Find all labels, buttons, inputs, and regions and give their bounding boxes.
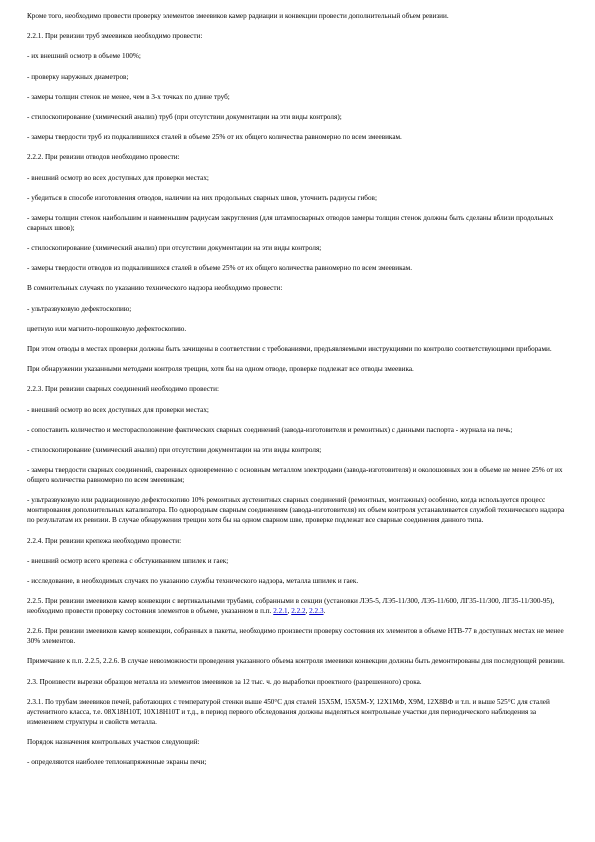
paragraph (27, 132, 567, 142)
text-segment: 2.2.1. При ревизии труб змеевиков необходимо провести: (27, 32, 203, 41)
document-body (27, 11, 567, 777)
paragraph (27, 344, 567, 354)
paragraph (27, 283, 567, 293)
text-segment: 2.2.4. При ревизии крепежа необходимо провести: (27, 536, 182, 545)
text-segment: В сомнительных случаях по указанию технического надзора необходимо провести: (27, 284, 283, 293)
paragraph (27, 263, 567, 273)
text-segment: - замеры твердости труб из подкалившихся сталей в объеме 25% от их общего количества равномерно по всем змеевикам. (27, 133, 402, 142)
text-segment: 2.3. Произвести вырезки образцов металла из элементов змеевиков за 12 тыс. ч. до выработки проектного (разрешенного) срока. (27, 677, 422, 686)
paragraph (27, 495, 567, 525)
paragraph (27, 364, 567, 374)
text-segment: - внешний осмотр во всех доступных для проверки местах; (27, 173, 209, 182)
section-link[interactable]: 2.2.3 (309, 607, 324, 616)
text-segment: . (323, 607, 326, 616)
text-segment: - проверку наружных диаметров; (27, 72, 129, 81)
paragraph (27, 445, 567, 455)
paragraph (27, 465, 567, 485)
text-segment: - внешний осмотр всего крепежа с обстукиванием шпилек и гаек; (27, 556, 229, 565)
text-segment: - убедиться в способе изготовления отводов, наличии на них продольных сварных швов, уточнить радиусы гибов; (27, 193, 377, 202)
text-segment: - замеры толщин стенок не менее, чем в 3-х точках по длине труб; (27, 92, 230, 101)
text-segment: 2.2.6. При ревизии змеевиков камер конвекции, собранных в пакеты, необходимо произвести проверку состояния их элементов в объеме НТВ-77 в доступных местах не менее 30% элементов. (27, 627, 564, 646)
paragraph (27, 737, 567, 747)
paragraph (27, 31, 567, 41)
text-segment: 2.2.3. При ревизии сварных соединений необходимо провести: (27, 385, 220, 394)
paragraph (27, 626, 567, 646)
text-segment: При обнаружении указанными методами контроля трещин, хотя бы на одном отводе, проверке подлежат все отводы змеевика. (27, 365, 414, 374)
text-segment: Порядок назначения контрольных участков следующий: (27, 738, 200, 746)
paragraph (27, 757, 567, 767)
text-segment: - внешний осмотр во всех доступных для проверки местах; (27, 405, 209, 414)
text-segment: 2.2.5. При ревизии змеевиков камер конвекции с вертикальными трубами, собранными в секции (установки ЛЭ5-5, ЛЭ5-11/300, ЛЭ5-11/600, ЛГ35-11/300, ЛГ35-11/300-95), необходимо провести проверку состояния элементов в объеме, указанном в п.п. (27, 597, 555, 616)
text-segment: цветную или магнито-порошковую дефектоскопию. (27, 324, 187, 333)
paragraph (27, 596, 567, 616)
paragraph (27, 304, 567, 314)
section-link[interactable]: 2.2.2 (291, 607, 306, 616)
paragraph (27, 112, 567, 122)
text-segment: - сопоставить количество и месторасположение фактических сварных соединений (завода-изготовителя и ремонтных) с данными паспорта - журнала на печь; (27, 425, 513, 434)
text-segment: - замеры толщин стенок наибольшим и наименьшим радиусам закругления (для штампосварных отводов замеры толщин стенок должны быть сделаны вблизи продольных сварных швов); (27, 213, 554, 232)
text-segment: 2.3.1. По трубам змеевиков печей, работающих с температурой стенки выше 450°С для сталей 15Х5М, 15Х5М-У, 12Х1МФ, Х9М, 12Х8ВФ и т.п. и выше 525°С для сталей аустенитного класса, т.е. 08Х18Н10Т, 10Х18Н10Т и т.д., в период первого обследования должны выделяться контрольные участки для периодического наблюдения за изменением структуры и свойств металла. (27, 697, 550, 726)
text-segment: 2.2.2. При ревизии отводов необходимо провести: (27, 153, 180, 162)
paragraph (27, 213, 567, 233)
text-segment: - стилоскопирование (химический анализ) при отсутствии документации на эти виды контроля; (27, 445, 322, 454)
paragraph (27, 576, 567, 586)
paragraph (27, 697, 567, 727)
paragraph (27, 51, 567, 61)
paragraph (27, 324, 567, 334)
text-segment: - замеры твердости отводов из подкалившихся сталей в объеме 25% от их общего количества равномерно по всем змеевикам. (27, 264, 412, 273)
text-segment: , (287, 607, 292, 616)
text-segment: - их внешний осмотр в объеме 100%; (27, 52, 141, 61)
text-segment: - замеры твердости сварных соединений, сваренных одновременно с основным металлом электродами (завода-изготовителя) и околошовных зон в объеме не менее 25% от их общего количества равномерно по всем змеевикам; (27, 466, 563, 485)
text-segment: При этом отводы в местах проверки должны быть зачищены в соответствии с требованиями, предъявляемыми инструкциями по контролю соответствующими приборами. (27, 345, 552, 353)
paragraph (27, 152, 567, 162)
text-segment: - ультразвуковую или радиационную дефектоскопию 10% ремонтных аустенитных сварных соединений (ремонтных, монтажных) особенно, когда используется процесс монтирования дополнительных катализатора. По однородным сварным соединениям (завода-изготовителя) их объем контроля устанавливается службой технического надзора по результатам их ревизии. В случае обнаружения трещин хотя бы на одном сварном шве, проверке подлежат все сварные соединения данного типа. (27, 496, 565, 525)
text-segment: Кроме того, необходимо провести проверку элементов змеевиков камер радиации и конвекции провести дополнительный объем ревизии. (27, 12, 449, 20)
text-segment: - стилоскопирование (химический анализ) при отсутствии документации на эти виды контроля; (27, 244, 322, 253)
paragraph (27, 173, 567, 183)
paragraph (27, 656, 567, 666)
text-segment: - ультразвуковую дефектоскопию; (27, 304, 132, 313)
text-segment: Примечание к п.п. 2.2.5, 2.2.6. В случае невозможности проведения указанного объема контроля змеевики конвекции должны быть демонтированы для последующей ревизии. (27, 657, 565, 666)
section-link[interactable]: 2.2.1 (273, 607, 288, 616)
text-segment: - стилоскопирование (химический анализ) труб (при отсутствии документации на эти виды контроля); (27, 112, 342, 121)
paragraph (27, 72, 567, 82)
paragraph (27, 536, 567, 546)
text-segment: - исследование, в необходимых случаях по указанию службы технического надзора, металла шпилек и гаек. (27, 576, 359, 585)
paragraph (27, 243, 567, 253)
text-segment: - определяются наиболее теплонапряженные экраны печи; (27, 758, 207, 767)
paragraph (27, 193, 567, 203)
paragraph (27, 677, 567, 687)
paragraph (27, 405, 567, 415)
paragraph (27, 92, 567, 102)
paragraph (27, 425, 567, 435)
text-segment: , (305, 607, 310, 616)
paragraph (27, 384, 567, 394)
paragraph (27, 11, 567, 21)
paragraph (27, 556, 567, 566)
